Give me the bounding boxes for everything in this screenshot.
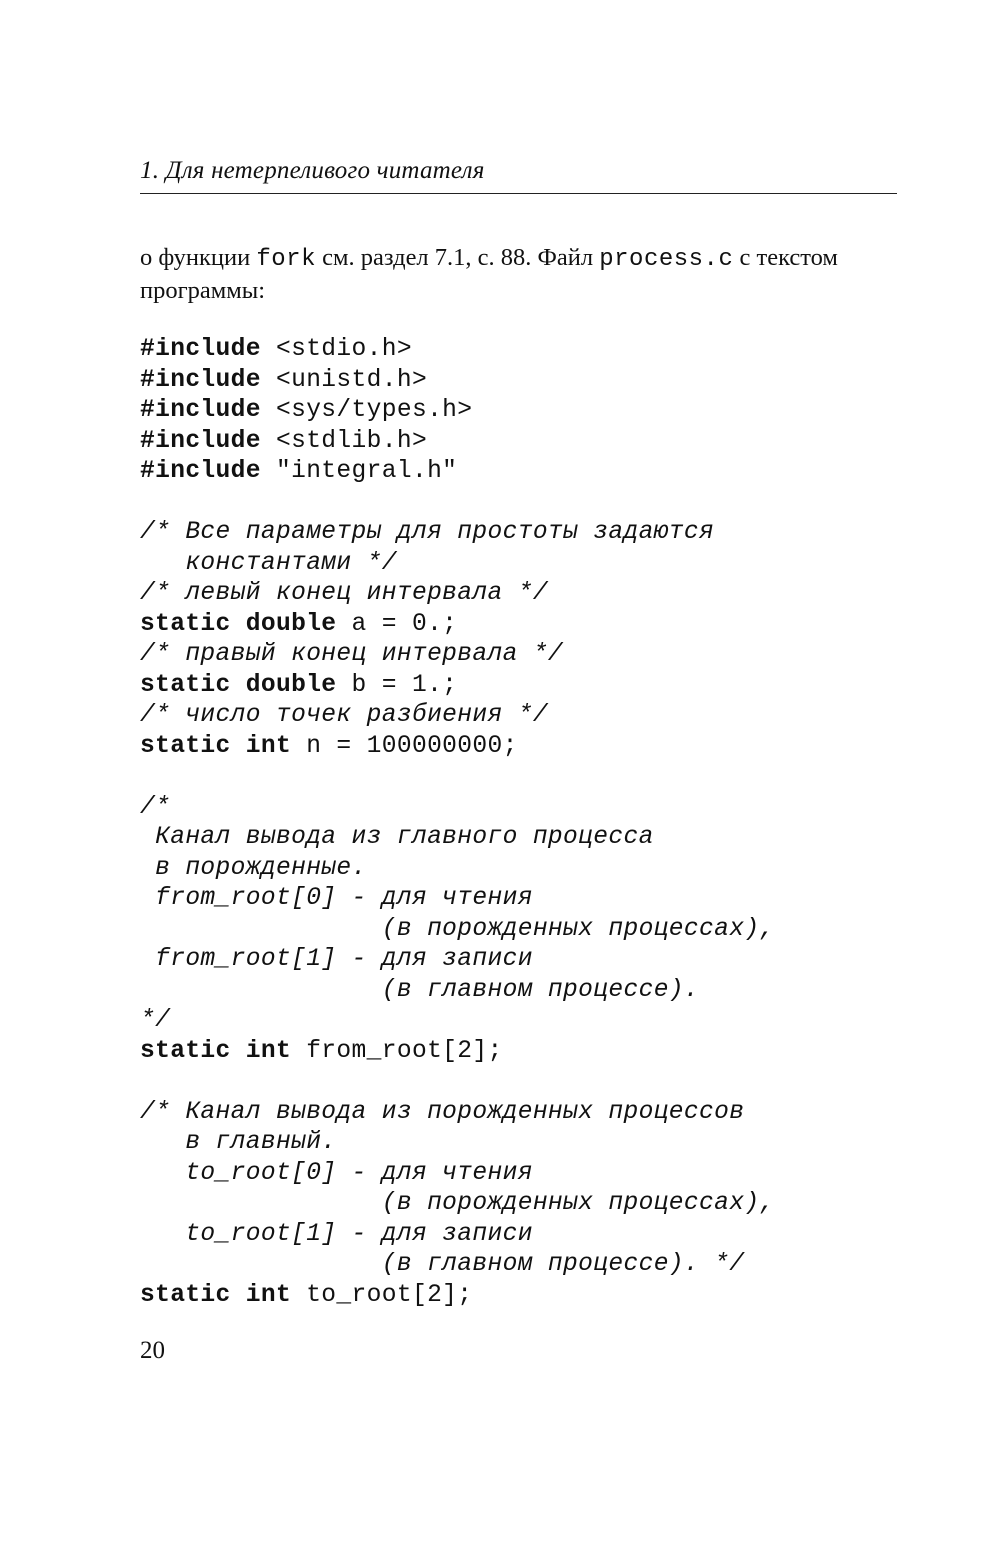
code-text: <unistd.h> — [260, 366, 428, 394]
code-comment-line: Канал вывода из главного процесса — [140, 824, 654, 851]
code-comment-line: (в главном процессе). */ — [140, 1251, 745, 1278]
code-line-include-integral — [140, 457, 775, 488]
code-text: <stdio.h> — [260, 336, 412, 363]
code-comment-line: /* — [140, 793, 171, 821]
intro-text-3: с текстом программы: — [140, 244, 838, 304]
code-blank-line — [140, 762, 775, 793]
code-line-static-from-root — [140, 1037, 775, 1068]
code-keyword: #include — [140, 397, 261, 424]
code-comment-line: в порожденные. — [140, 854, 367, 882]
intro-text-2: см. раздел 7.1, с. 88. Файл — [315, 244, 600, 271]
code-listing — [140, 335, 775, 1311]
header-rule — [140, 193, 897, 194]
intro-text-1: о функции — [140, 244, 257, 271]
code-line-static-to-root — [140, 1281, 775, 1312]
code-blank-line — [140, 1067, 775, 1098]
code-line-include-unistd — [140, 366, 775, 397]
code-comment-line: to_root[1] - для записи — [140, 1220, 533, 1248]
code-line-include-stdlib — [140, 427, 775, 458]
inline-code-fork: fork — [256, 246, 316, 273]
code-line-static-a — [140, 610, 775, 641]
code-keyword: #include — [140, 458, 261, 485]
code-text: from_root[2]; — [291, 1037, 503, 1065]
running-head: 1. Для нетерпеливого читателя — [140, 157, 485, 184]
code-comment-line: /* левый конец интервала */ — [140, 580, 548, 607]
code-keyword: #include — [140, 366, 261, 394]
code-comment-line: /* Канал вывода из порожденных процессов — [140, 1098, 745, 1126]
code-line-static-b — [140, 671, 775, 702]
code-text: a = 0.; — [336, 610, 458, 638]
code-line-include-stdio — [140, 335, 775, 366]
code-comment-line: to_root[0] - для чтения — [140, 1159, 533, 1187]
code-comment-line: /* Все параметры для простоты задаются — [140, 519, 715, 546]
code-text: <sys/types.h> — [260, 397, 473, 424]
code-text: "integral.h" — [260, 458, 458, 485]
code-comment-line: в главный. — [140, 1129, 337, 1156]
page-number: 20 — [140, 1337, 165, 1364]
code-comment-line: /* правый конец интервала */ — [140, 641, 564, 668]
code-keyword: static int — [140, 1037, 292, 1065]
code-comment-line: /* число точек разбиения */ — [140, 702, 548, 729]
code-text: n = 100000000; — [291, 732, 518, 760]
code-comment-line: */ — [140, 1007, 171, 1034]
code-comment-line: (в порожденных процессах), — [140, 915, 775, 943]
code-keyword: #include — [140, 427, 261, 455]
code-keyword: static int — [140, 1281, 292, 1309]
code-comment-line: константами */ — [140, 549, 397, 577]
code-line-static-n — [140, 732, 775, 763]
code-keyword: static double — [140, 610, 337, 638]
code-comment-line: from_root[1] - для записи — [140, 946, 533, 973]
intro-paragraph — [140, 242, 900, 306]
code-keyword: static double — [140, 671, 337, 699]
code-keyword: #include — [140, 336, 261, 363]
code-text: b = 1.; — [336, 671, 458, 699]
code-comment-line: (в порожденных процессах), — [140, 1190, 775, 1217]
code-text: <stdlib.h> — [260, 427, 428, 455]
code-comment-line: from_root[0] - для чтения — [140, 885, 533, 912]
code-keyword: static int — [140, 732, 292, 760]
code-blank-line — [140, 488, 775, 519]
inline-code-filename: process.c — [599, 246, 734, 273]
code-line-include-types — [140, 396, 775, 427]
code-text: to_root[2]; — [291, 1281, 473, 1309]
code-comment-line: (в главном процессе). — [140, 976, 700, 1004]
